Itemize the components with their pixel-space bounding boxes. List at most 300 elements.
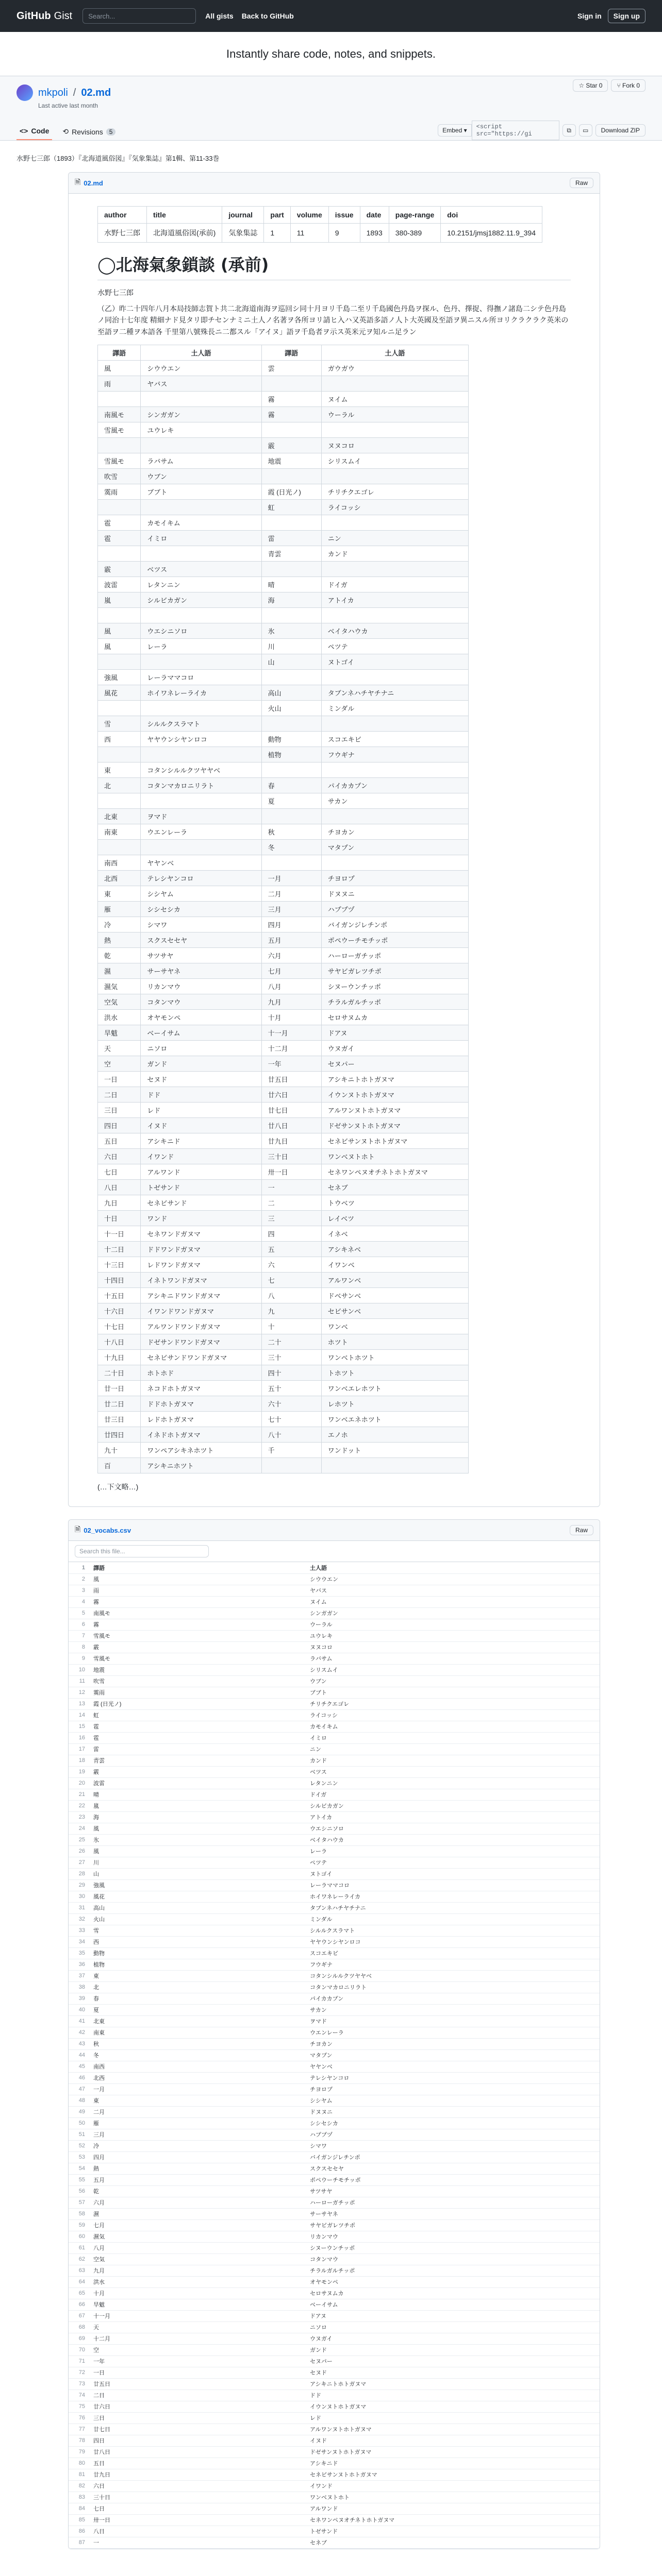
avatar[interactable] [16, 84, 33, 101]
glossary-cell: 雹 [98, 531, 141, 546]
glossary-cell: マタプン [321, 840, 468, 855]
csv-line-number[interactable]: 87 [69, 2537, 89, 2548]
csv-line-number[interactable]: 83 [69, 2492, 89, 2503]
csv-line-number[interactable]: 54 [69, 2163, 89, 2174]
meta-header-cell: journal [222, 207, 264, 224]
csv-line-number[interactable]: 22 [69, 1800, 89, 1811]
glossary-cell: ヲマド [141, 809, 261, 824]
glossary-cell: 五日 [98, 1133, 141, 1149]
csv-line-number[interactable]: 82 [69, 2480, 89, 2492]
csv-line-number[interactable]: 35 [69, 1947, 89, 1959]
glossary-cell: ドヌヌニ [321, 886, 468, 902]
csv-line-number[interactable]: 72 [69, 2367, 89, 2378]
meta-header-cell: issue [328, 207, 360, 224]
fork-button[interactable]: ⑂ Fork 0 [611, 79, 646, 92]
csv-cell: ベイタハウカ [306, 1834, 600, 1845]
glossary-cell: ペツテ [321, 639, 468, 654]
csv-search-bar [69, 1541, 600, 1562]
glossary-cell: ワンペアシキネホツト [141, 1443, 261, 1458]
glossary-cell: ニソロ [141, 1041, 261, 1056]
csv-cell: フウギナ [306, 1959, 600, 1970]
csv-cell: イミロ [306, 1732, 600, 1743]
csv-cell: 晴 [89, 1789, 306, 1800]
glossary-cell: ライコッシ [321, 500, 468, 515]
glossary-cell: ウブン [141, 469, 261, 484]
csv-line-number[interactable]: 11 [69, 1675, 89, 1687]
table-row [98, 484, 469, 500]
glossary-cell: レーラママコロ [141, 670, 261, 685]
glossary-cell: 青雲 [261, 546, 321, 562]
csv-cell: 霧 [89, 1619, 306, 1630]
csv-line-number[interactable]: 20 [69, 1777, 89, 1789]
table-row [69, 2163, 600, 2174]
table-row [69, 2458, 600, 2469]
csv-cell: レーラママコロ [306, 1879, 600, 1891]
glossary-cell: 雪風モ [98, 453, 141, 469]
csv-cell: ポペウーチモチッポ [306, 2174, 600, 2185]
table-row [69, 2299, 600, 2310]
meta-cell: 1893 [360, 224, 389, 243]
glossary-cell: レドワンドガヌマ [141, 1257, 261, 1273]
glossary-cell: 一年 [261, 1056, 321, 1072]
glossary-cell: 雷 [261, 531, 321, 546]
table-row [69, 1868, 600, 1879]
gist-title-link[interactable]: 02.md [81, 87, 111, 98]
csv-cell: 乾 [89, 2185, 306, 2197]
glossary-cell: スコエキビ [321, 732, 468, 747]
csv-line-number[interactable]: 81 [69, 2469, 89, 2480]
glossary-cell: 濕気 [98, 979, 141, 994]
meta-cell: 10.2151/jmsj1882.11.9_394 [441, 224, 542, 243]
csv-line-number[interactable]: 45 [69, 2061, 89, 2072]
csv-cell: 五月 [89, 2174, 306, 2185]
glossary-cell: シルルクスラマト [141, 716, 261, 732]
glossary-cell: 三十日 [261, 1149, 321, 1164]
table-row [98, 500, 469, 515]
table-row [69, 2117, 600, 2129]
glossary-cell: 八日 [98, 1180, 141, 1195]
glossary-cell: アトイカ [321, 592, 468, 608]
glossary-cell: 廿七日 [261, 1103, 321, 1118]
csv-line-number[interactable]: 85 [69, 2514, 89, 2526]
glossary-cell [261, 422, 321, 438]
search-input[interactable]: Search... [82, 8, 196, 24]
glossary-cell [321, 762, 468, 778]
glossary-cell: 十五日 [98, 1288, 141, 1303]
csv-line-number[interactable]: 9 [69, 1653, 89, 1664]
meta-header-cell: doi [441, 207, 542, 224]
file-icon: 🗎 [75, 1525, 81, 1534]
glossary-cell: ヌヌコロ [321, 438, 468, 453]
embed-url-input[interactable]: <script src="https://gi [472, 121, 559, 140]
table-row [98, 886, 469, 902]
csv-line-number[interactable]: 63 [69, 2265, 89, 2276]
glossary-cell: 東 [98, 762, 141, 778]
csv-cell: シヌーウンチッポ [306, 2242, 600, 2253]
csv-line-number[interactable]: 64 [69, 2276, 89, 2287]
csv-cell: ブブト [306, 1687, 600, 1698]
glossary-cell: セビサンベ [321, 1303, 468, 1319]
csv-line-number[interactable]: 36 [69, 1959, 89, 1970]
glossary-cell: レホツト [321, 1396, 468, 1412]
glossary-cell [261, 515, 321, 531]
table-row [69, 2378, 600, 2389]
csv-line-number[interactable]: 73 [69, 2378, 89, 2389]
csv-cell: 風花 [89, 1891, 306, 1902]
csv-cell: サーサヤネ [306, 2208, 600, 2219]
star-button[interactable]: ☆ Star 0 [573, 79, 608, 92]
glossary-cell: イワンドワンドガヌマ [141, 1303, 261, 1319]
table-row [98, 1025, 469, 1041]
table-row [98, 670, 469, 685]
csv-line-number[interactable]: 10 [69, 1664, 89, 1675]
csv-line-number[interactable]: 23 [69, 1811, 89, 1823]
glossary-cell: サヤビガレツチポ [321, 963, 468, 979]
csv-cell: サツサヤ [306, 2185, 600, 2197]
glossary-cell: 十三日 [98, 1257, 141, 1273]
csv-cell: 廿五日 [89, 2378, 306, 2389]
csv-line-number[interactable]: 25 [69, 1834, 89, 1845]
table-row [98, 747, 469, 762]
csv-line-number[interactable]: 38 [69, 1981, 89, 1993]
glossary-cell: 霧 [261, 392, 321, 407]
glossary-cell: 九日 [98, 1195, 141, 1211]
glossary-cell: 六日 [98, 1149, 141, 1164]
csv-line-number[interactable]: 75 [69, 2401, 89, 2412]
glossary-cell: 雹 [98, 515, 141, 531]
glossary-cell [261, 608, 321, 623]
csv-cell: 八日 [89, 2526, 306, 2537]
csv-cell: 空 [89, 2344, 306, 2355]
table-row [98, 1087, 469, 1103]
csv-line-number[interactable]: 67 [69, 2310, 89, 2321]
revisions-count: 5 [106, 128, 116, 135]
csv-line-number[interactable]: 71 [69, 2355, 89, 2367]
nav-all-gists[interactable]: All gists [205, 12, 234, 20]
csv-line-number[interactable]: 8 [69, 1641, 89, 1653]
nav-back-to-github[interactable]: Back to GitHub [241, 12, 294, 20]
glossary-cell: 霧 [261, 407, 321, 422]
glossary-cell: チヨカン [321, 824, 468, 840]
csv-line-number[interactable]: 19 [69, 1766, 89, 1777]
csv-line-number[interactable]: 32 [69, 1913, 89, 1925]
table-row [98, 1319, 469, 1334]
csv-line-number[interactable]: 47 [69, 2083, 89, 2095]
glossary-cell: コタンシルルクツヤヤベ [141, 762, 261, 778]
glossary-cell: 風 [98, 639, 141, 654]
table-row [98, 407, 469, 422]
csv-cell: ヤバス [306, 1585, 600, 1596]
csv-cell: シンガガン [306, 1607, 600, 1619]
csv-line-number[interactable]: 77 [69, 2424, 89, 2435]
csv-cell: 火山 [89, 1913, 306, 1925]
glossary-cell: セヌパー [321, 1056, 468, 1072]
csv-cell: 霙雨 [89, 1687, 306, 1698]
copy-icon[interactable]: ⧉ [562, 124, 576, 137]
csv-cell: ヤヤンベ [306, 2061, 600, 2072]
csv-line-number[interactable]: 16 [69, 1732, 89, 1743]
tab-revisions[interactable] [59, 123, 119, 140]
csv-cell: 青雲 [89, 1755, 306, 1766]
glossary-cell: 霰 [98, 562, 141, 577]
glossary-cell: 三日 [98, 1103, 141, 1118]
glossary-cell: 六十 [261, 1396, 321, 1412]
csv-cell: 七月 [89, 2219, 306, 2231]
glossary-cell: トホツト [321, 1365, 468, 1381]
csv-line-number[interactable]: 46 [69, 2072, 89, 2083]
csv-line-number[interactable]: 60 [69, 2231, 89, 2242]
glossary-cell: シヌーウンチッポ [321, 979, 468, 994]
csv-line-number[interactable]: 29 [69, 1879, 89, 1891]
csv-cell: 六日 [89, 2480, 306, 2492]
meta-header-cell: author [98, 207, 147, 224]
csv-cell: 雪風モ [89, 1653, 306, 1664]
csv-cell: アトイカ [306, 1811, 600, 1823]
csv-cell: ライコッシ [306, 1709, 600, 1721]
csv-cell: 旱魃 [89, 2299, 306, 2310]
glossary-cell [141, 438, 261, 453]
csv-line-number[interactable]: 4 [69, 1596, 89, 1607]
table-row [69, 2197, 600, 2208]
download-zip-button[interactable]: Download ZIP [595, 124, 646, 137]
table-row [69, 1743, 600, 1755]
csv-cell: チラルガルチッポ [306, 2265, 600, 2276]
glossary-cell [98, 438, 141, 453]
csv-line-number[interactable]: 57 [69, 2197, 89, 2208]
csv-line-number[interactable]: 37 [69, 1970, 89, 1981]
csv-line-number[interactable]: 27 [69, 1857, 89, 1868]
top-navbar [0, 0, 662, 32]
csv-line-number[interactable]: 30 [69, 1891, 89, 1902]
glossary-cell: ホイワネレーライカ [141, 685, 261, 701]
glossary-cell: 廿八日 [261, 1118, 321, 1133]
glossary-cell: 嵐 [98, 592, 141, 608]
csv-line-number[interactable]: 24 [69, 1823, 89, 1834]
glossary-cell [261, 376, 321, 392]
table-row [69, 2401, 600, 2412]
csv-cell: 海 [89, 1811, 306, 1823]
glossary-cell: 南東 [98, 824, 141, 840]
csv-cell: 濕 [89, 2208, 306, 2219]
csv-line-number[interactable]: 61 [69, 2242, 89, 2253]
csv-line-number[interactable]: 34 [69, 1936, 89, 1947]
glossary-cell [141, 701, 261, 716]
csv-line-number[interactable]: 31 [69, 1902, 89, 1913]
glossary-cell: イワンド [141, 1149, 261, 1164]
glossary-cell: 雪 [98, 716, 141, 732]
glossary-cell: タブンネハチヤチナニ [321, 685, 468, 701]
csv-cell: 冬 [89, 2049, 306, 2061]
table-row [69, 2106, 600, 2117]
csv-line-number[interactable]: 69 [69, 2333, 89, 2344]
desktop-icon[interactable]: ▭ [579, 124, 592, 137]
embed-bar [438, 121, 646, 140]
logo-main: GitHub [16, 10, 51, 22]
table-row [98, 1211, 469, 1226]
glossary-cell: セネブ [321, 1180, 468, 1195]
table-row [98, 438, 469, 453]
csv-line-number[interactable]: 53 [69, 2151, 89, 2163]
csv-cell: イワンド [306, 2480, 600, 2492]
tab-code[interactable] [16, 123, 52, 140]
glossary-cell: イネトワンドガヌマ [141, 1273, 261, 1288]
revisions-icon: ⟲ [62, 127, 69, 135]
table-row [98, 1303, 469, 1319]
glossary-cell: エノホ [321, 1427, 468, 1443]
csv-cell: マタプン [306, 2049, 600, 2061]
csv-cell: コタンシルルクツヤヤベ [306, 1970, 600, 1981]
csv-line-number[interactable]: 76 [69, 2412, 89, 2424]
csv-line-number[interactable]: 68 [69, 2321, 89, 2333]
csv-cell: 西 [89, 1936, 306, 1947]
glossary-cell: ヤバス [141, 376, 261, 392]
glossary-cell: シシセシカ [141, 902, 261, 917]
table-row [69, 2492, 600, 2503]
csv-cell: ドド [306, 2389, 600, 2401]
csv-cell: シシセシカ [306, 2117, 600, 2129]
csv-cell: 一日 [89, 2367, 306, 2378]
glossary-cell: 洪水 [98, 1010, 141, 1025]
csv-line-number[interactable]: 44 [69, 2049, 89, 2061]
glossary-cell: ガンド [141, 1056, 261, 1072]
table-row [98, 577, 469, 592]
csv-line-number[interactable]: 5 [69, 1607, 89, 1619]
glossary-cell: 秋 [261, 824, 321, 840]
csv-line-number[interactable]: 62 [69, 2253, 89, 2265]
csv-cell: 五日 [89, 2458, 306, 2469]
glossary-cell: 北東 [98, 809, 141, 824]
csv-line-number[interactable]: 74 [69, 2389, 89, 2401]
csv-line-number[interactable]: 15 [69, 1721, 89, 1732]
csv-line-number[interactable]: 39 [69, 1993, 89, 2004]
csv-line-number[interactable]: 6 [69, 1619, 89, 1630]
csv-line-number[interactable]: 41 [69, 2015, 89, 2027]
csv-line-number[interactable]: 48 [69, 2095, 89, 2106]
csv-cell: ウヌガイ [306, 2333, 600, 2344]
csv-cell: 吹雪 [89, 1675, 306, 1687]
glossary-cell: コタンマウ [141, 994, 261, 1010]
csv-cell: 三十日 [89, 2492, 306, 2503]
csv-raw-button[interactable]: Raw [570, 1525, 593, 1535]
csv-line-number[interactable]: 7 [69, 1630, 89, 1641]
glossary-cell: 十一月 [261, 1025, 321, 1041]
csv-line-number[interactable]: 18 [69, 1755, 89, 1766]
github-gist-logo[interactable] [16, 10, 72, 22]
csv-line-number[interactable]: 42 [69, 2027, 89, 2038]
csv-line-number[interactable]: 79 [69, 2446, 89, 2458]
table-row [69, 1913, 600, 1925]
glossary-cell: ドドワンドガヌマ [141, 1242, 261, 1257]
sign-up-button[interactable]: Sign up [608, 9, 646, 23]
csv-line-number[interactable]: 49 [69, 2106, 89, 2117]
csv-cell: シルビカガン [306, 1800, 600, 1811]
csv-line-number[interactable]: 28 [69, 1868, 89, 1879]
glossary-cell: 四日 [98, 1118, 141, 1133]
owner-link[interactable]: mkpoli [38, 87, 68, 98]
csv-cell: 廿八日 [89, 2446, 306, 2458]
csv-line-number[interactable]: 14 [69, 1709, 89, 1721]
glossary-cell: 四十 [261, 1365, 321, 1381]
csv-cell: 十二月 [89, 2333, 306, 2344]
csv-cell: 山 [89, 1868, 306, 1879]
csv-cell: 六月 [89, 2197, 306, 2208]
table-row [69, 2083, 600, 2095]
glossary-cell: 霞 (日光ノ) [261, 484, 321, 500]
csv-line-number[interactable]: 84 [69, 2503, 89, 2514]
csv-cell: 濕気 [89, 2231, 306, 2242]
glossary-cell: 春 [261, 778, 321, 793]
table-row [69, 2367, 600, 2378]
csv-cell: 南東 [89, 2027, 306, 2038]
csv-line-number[interactable]: 13 [69, 1698, 89, 1709]
csv-cell: 廿九日 [89, 2469, 306, 2480]
csv-line-number[interactable]: 70 [69, 2344, 89, 2355]
csv-line-number[interactable]: 26 [69, 1845, 89, 1857]
csv-cell: 動物 [89, 1947, 306, 1959]
file-name-link[interactable]: 02.md [84, 179, 103, 187]
csv-file-name-link[interactable]: 02_vocabs.csv [84, 1526, 131, 1534]
csv-line-number[interactable]: 12 [69, 1687, 89, 1698]
csv-line-number[interactable]: 43 [69, 2038, 89, 2049]
csv-line-number[interactable]: 58 [69, 2208, 89, 2219]
csv-line-number[interactable]: 2 [69, 1573, 89, 1585]
file-box-csv [68, 1519, 600, 2549]
csv-search-input[interactable]: Search this file... [75, 1545, 209, 1557]
csv-line-number[interactable]: 3 [69, 1585, 89, 1596]
csv-line-number[interactable]: 17 [69, 1743, 89, 1755]
csv-line-number[interactable]: 55 [69, 2174, 89, 2185]
table-row [98, 1118, 469, 1133]
glossary-cell: 五月 [261, 933, 321, 948]
raw-button[interactable]: Raw [570, 178, 593, 188]
csv-line-number[interactable]: 56 [69, 2185, 89, 2197]
csv-line-number[interactable]: 78 [69, 2435, 89, 2446]
glossary-cell: セネビサンヌトホトガヌマ [321, 1133, 468, 1149]
csv-line-number[interactable]: 33 [69, 1925, 89, 1936]
glossary-cell: 東 [98, 886, 141, 902]
csv-line-number[interactable]: 50 [69, 2117, 89, 2129]
sign-in-link[interactable]: Sign in [577, 12, 602, 20]
csv-line-number[interactable]: 59 [69, 2219, 89, 2231]
glossary-cell: 冬 [261, 840, 321, 855]
csv-line-number[interactable]: 66 [69, 2299, 89, 2310]
csv-line-number[interactable]: 65 [69, 2287, 89, 2299]
glossary-cell: 十二月 [261, 1041, 321, 1056]
csv-cell: ウーラル [306, 1619, 600, 1630]
csv-line-number[interactable]: 21 [69, 1789, 89, 1800]
table-row [98, 515, 469, 531]
csv-line-number[interactable]: 40 [69, 2004, 89, 2015]
csv-cell: ヲマド [306, 2015, 600, 2027]
csv-cell: ガンド [306, 2344, 600, 2355]
glossary-cell [141, 546, 261, 562]
glossary-cell: 高山 [261, 685, 321, 701]
glossary-cell: レーラ [141, 639, 261, 654]
glossary-cell: 十 [261, 1319, 321, 1334]
csv-cell: イウンヌトホトガヌマ [306, 2401, 600, 2412]
csv-cell: ミンダル [306, 1913, 600, 1925]
glossary-cell: 五 [261, 1242, 321, 1257]
glossary-cell: 南西 [98, 855, 141, 871]
csv-cell: カモイキム [306, 1721, 600, 1732]
embed-select[interactable]: Embed ▾ [438, 124, 471, 137]
csv-line-number[interactable]: 52 [69, 2140, 89, 2151]
table-row [98, 654, 469, 670]
csv-cell: 廿七日 [89, 2424, 306, 2435]
csv-line-number[interactable]: 51 [69, 2129, 89, 2140]
csv-line-number[interactable]: 80 [69, 2458, 89, 2469]
csv-line-number[interactable]: 86 [69, 2526, 89, 2537]
